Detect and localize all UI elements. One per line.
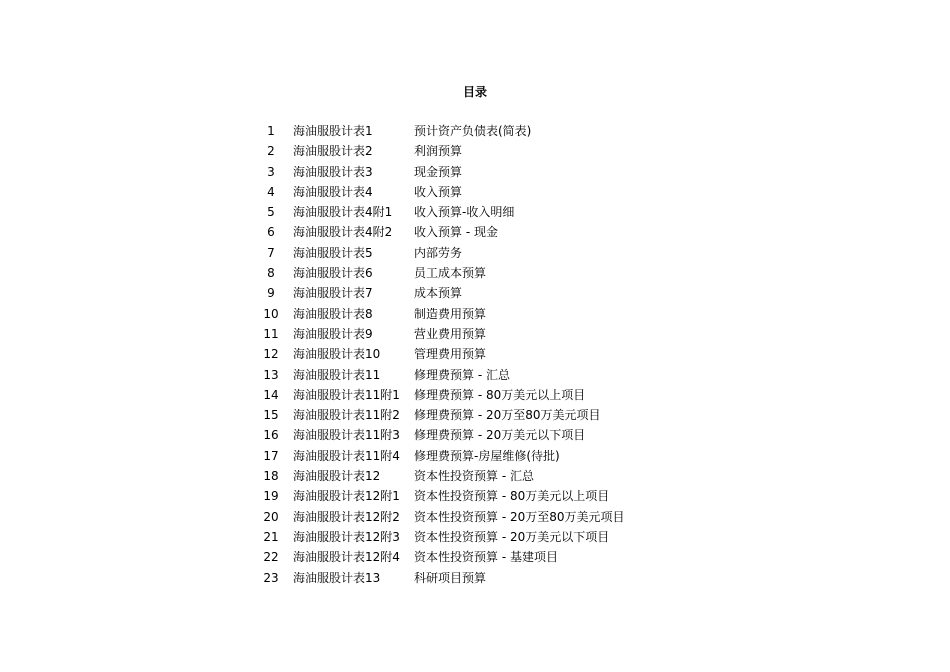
toc-row [256,446,676,466]
toc-row-number: 1 [267,124,275,138]
toc-row-sheet-name: 海油服股计表11附3 [293,428,400,443]
toc-row-description: 内部劳务 [414,245,463,260]
toc-row-sheet-name: 海油服股计表6 [293,266,373,281]
toc-row-sheet-name: 海油服股计表4 [293,184,373,199]
toc-row-sheet-name: 海油服股计表11附2 [293,408,400,423]
toc-row-number: 8 [267,266,275,281]
toc-row-description: 管理费用预算 [414,347,487,362]
toc-row [256,486,676,506]
toc-row-description: 收入预算 - 现金 [414,225,498,240]
toc-row-number: 10 [263,306,279,321]
toc-row-number: 12 [263,347,279,362]
toc-row [256,568,676,588]
toc-row-sheet-name: 海油服股计表1 [293,124,373,138]
toc-row-sheet-name: 海油服股计表7 [293,286,373,301]
toc-row-description: 营业费用预算 [414,326,487,341]
toc-row-sheet-name: 海油服股计表12附2 [293,509,400,524]
toc-row [256,202,676,222]
toc-row-description: 资本性投资预算 - 20万至80万美元项目 [414,509,625,524]
toc-row-sheet-name: 海油服股计表12附3 [293,529,400,544]
toc-row-description: 预计资产负债表(简表) [414,124,532,138]
toc-row-description: 资本性投资预算 - 20万美元以下项目 [414,529,610,544]
toc-row-number: 17 [263,448,279,463]
toc-row-description: 修理费预算 - 20万至80万美元项目 [414,408,601,423]
toc-row-number: 7 [267,245,275,260]
toc-row-number: 18 [263,469,279,484]
toc-row [256,466,676,486]
toc-row [256,365,676,385]
page-title: 目录 [462,85,487,99]
toc-row-sheet-name: 海油服股计表2 [293,144,373,159]
toc-row-description: 员工成本预算 [414,266,487,281]
toc-row [256,283,676,303]
toc-row-description: 修理费预算 - 20万美元以下项目 [414,428,586,443]
toc-row-number: 23 [263,570,279,585]
toc-row-number: 5 [267,205,275,220]
toc-row-number: 15 [263,408,279,423]
toc-row [256,263,676,283]
toc-row-description: 收入预算 [414,184,463,199]
toc-row [256,324,676,344]
toc-row-number: 9 [267,286,275,301]
table-of-contents [256,121,676,588]
toc-row-description: 成本预算 [414,286,463,301]
toc-row [256,141,676,161]
toc-row-description: 现金预算 [414,164,463,179]
toc-row [256,182,676,202]
toc-row-description: 科研项目预算 [414,570,487,585]
toc-row [256,162,676,182]
toc-row-sheet-name: 海油服股计表9 [293,326,373,341]
toc-row-sheet-name: 海油服股计表12附4 [293,550,400,565]
toc-row [256,405,676,425]
toc-row-sheet-name: 海油服股计表4附1 [293,205,393,220]
toc-row [256,304,676,324]
toc-row-description: 修理费预算 - 80万美元以上项目 [414,387,586,402]
toc-row-number: 2 [267,144,275,159]
toc-row [256,222,676,242]
toc-row-description: 修理费预算 - 汇总 [414,367,510,382]
toc-row-description: 资本性投资预算 - 基建项目 [414,550,558,565]
toc-row-sheet-name: 海油服股计表4附2 [293,225,393,240]
toc-row-sheet-name: 海油服股计表10 [293,347,381,362]
toc-row-sheet-name: 海油服股计表3 [293,164,373,179]
toc-row-number: 11 [263,326,279,341]
toc-row-number: 13 [263,367,279,382]
toc-row-number: 14 [263,387,279,402]
toc-row-sheet-name: 海油服股计表12 [293,469,381,484]
toc-row-sheet-name: 海油服股计表11附4 [293,448,400,463]
toc-row [256,547,676,567]
toc-row [256,344,676,364]
toc-row-number: 4 [267,184,275,199]
toc-row [256,507,676,527]
toc-row-number: 21 [263,529,279,544]
toc-row-description: 制造费用预算 [414,306,487,321]
toc-row-description: 收入预算-收入明细 [414,205,515,220]
toc-row-description: 修理费预算-房屋维修(待批) [414,448,560,463]
toc-row-number: 3 [267,164,275,179]
toc-row-sheet-name: 海油服股计表11 [293,367,381,382]
toc-row [256,527,676,547]
toc-row [256,425,676,445]
toc-row-sheet-name: 海油服股计表11附1 [293,387,400,402]
toc-row [256,385,676,405]
toc-row-sheet-name: 海油服股计表13 [293,570,381,585]
toc-row-number: 16 [263,428,279,443]
toc-row-description: 资本性投资预算 - 80万美元以上项目 [414,489,610,504]
toc-row [256,121,676,141]
toc-row-number: 22 [263,550,279,565]
toc-row-description: 利润预算 [414,144,463,159]
toc-row-sheet-name: 海油服股计表5 [293,245,373,260]
toc-row-number: 20 [263,509,279,524]
toc-row-description: 资本性投资预算 - 汇总 [414,469,534,484]
toc-row-sheet-name: 海油服股计表8 [293,306,373,321]
toc-row [256,243,676,263]
toc-row-number: 19 [263,489,279,504]
toc-row-number: 6 [267,225,275,240]
toc-row-sheet-name: 海油服股计表12附1 [293,489,400,504]
